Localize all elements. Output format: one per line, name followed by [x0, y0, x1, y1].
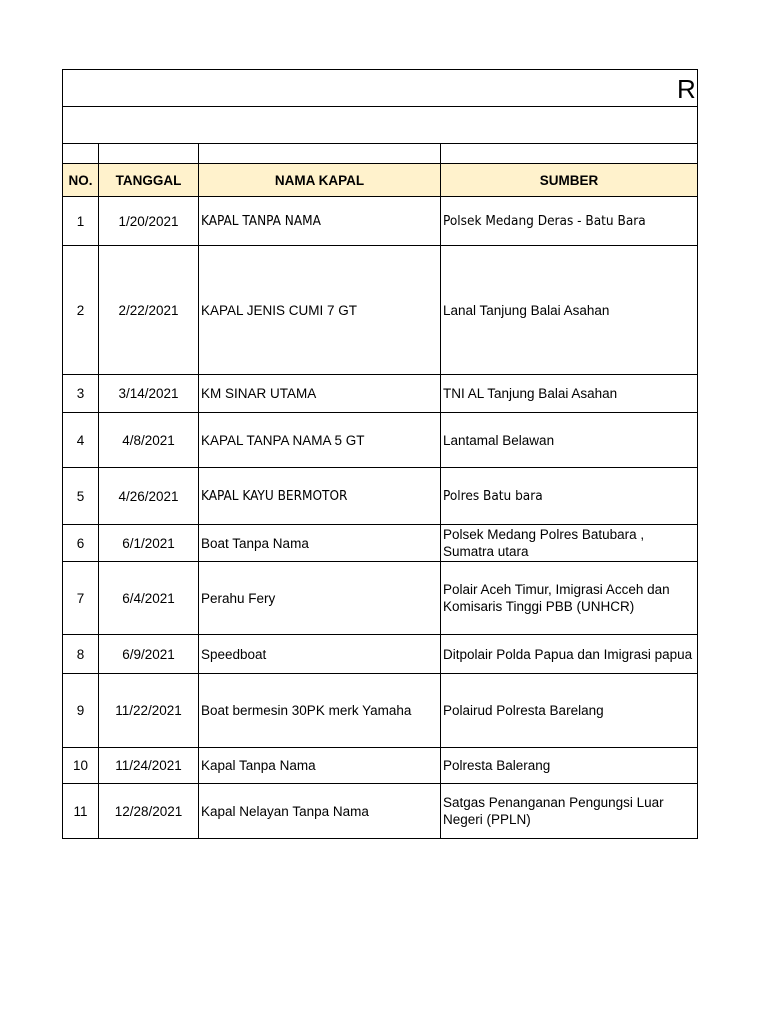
ship-table — [62, 143, 698, 839]
header-date: TANGGAL — [99, 164, 199, 197]
cell-date: 6/9/2021 — [99, 635, 199, 674]
cell-no: 8 — [63, 635, 99, 674]
cell-date: 12/28/2021 — [99, 784, 199, 839]
empty-row — [63, 144, 698, 164]
table-row — [63, 375, 698, 413]
cell-date: 4/8/2021 — [99, 413, 199, 468]
cell-ship-name: KM SINAR UTAMA — [199, 375, 441, 413]
cell-date: 11/22/2021 — [99, 674, 199, 748]
page-title: R — [677, 74, 696, 104]
cell-ship-name: KAPAL KAYU BERMOTOR — [199, 468, 441, 525]
cell-source: Polsek Medang Deras - Batu Bara — [441, 197, 698, 246]
cell-no: 10 — [63, 748, 99, 784]
cell-date: 6/1/2021 — [99, 525, 199, 562]
cell-date: 2/22/2021 — [99, 246, 199, 375]
cell-source: Polair Aceh Timur, Imigrasi Acceh dan Komisaris Tinggi PBB (UNHCR) — [441, 562, 698, 635]
cell-no: 7 — [63, 562, 99, 635]
cell-no: 5 — [63, 468, 99, 525]
table-row — [63, 413, 698, 468]
cell-source: Polairud Polresta Barelang — [441, 674, 698, 748]
cell-source: Polresta Balerang — [441, 748, 698, 784]
header-no: NO. — [63, 164, 99, 197]
empty-cell — [63, 144, 99, 164]
cell-source: Ditpolair Polda Papua dan Imigrasi papua — [441, 635, 698, 674]
cell-date: 1/20/2021 — [99, 197, 199, 246]
table-row — [63, 468, 698, 525]
header-ship-name: NAMA KAPAL — [199, 164, 441, 197]
cell-ship-name: Boat Tanpa Nama — [199, 525, 441, 562]
cell-ship-name: KAPAL TANPA NAMA 5 GT — [199, 413, 441, 468]
cell-date: 6/4/2021 — [99, 562, 199, 635]
cell-source: Polres Batu bara — [441, 468, 698, 525]
cell-date: 4/26/2021 — [99, 468, 199, 525]
table-row — [63, 635, 698, 674]
title-cell — [62, 69, 698, 107]
empty-cell — [99, 144, 199, 164]
cell-ship-name: Perahu Fery — [199, 562, 441, 635]
spreadsheet-page — [62, 69, 698, 843]
empty-cell — [199, 144, 441, 164]
cell-no: 2 — [63, 246, 99, 375]
cell-no: 4 — [63, 413, 99, 468]
cell-no: 11 — [63, 784, 99, 839]
table-row — [63, 246, 698, 375]
cell-ship-name: Kapal Tanpa Nama — [199, 748, 441, 784]
cell-ship-name: KAPAL JENIS CUMI 7 GT — [199, 246, 441, 375]
table-row — [63, 197, 698, 246]
subtitle-cell — [62, 106, 698, 144]
cell-ship-name: KAPAL TANPA NAMA — [199, 197, 441, 246]
cell-no: 1 — [63, 197, 99, 246]
table-header-row — [63, 164, 698, 197]
table-row — [63, 674, 698, 748]
cell-source: Lanal Tanjung Balai Asahan — [441, 246, 698, 375]
header-source: SUMBER — [441, 164, 698, 197]
cell-source: Satgas Penanganan Pengungsi Luar Negeri (PPLN) — [441, 784, 698, 839]
cell-source: TNI AL Tanjung Balai Asahan — [441, 375, 698, 413]
table-row — [63, 562, 698, 635]
cell-source: Lantamal Belawan — [441, 413, 698, 468]
cell-source: Polsek Medang Polres Batubara , Sumatra utara — [441, 525, 698, 562]
table-row — [63, 748, 698, 784]
table-row — [63, 784, 698, 839]
cell-date: 3/14/2021 — [99, 375, 199, 413]
cell-no: 6 — [63, 525, 99, 562]
cell-no: 3 — [63, 375, 99, 413]
cell-ship-name: Boat bermesin 30PK merk Yamaha — [199, 674, 441, 748]
table-row — [63, 525, 698, 562]
empty-cell — [441, 144, 698, 164]
cell-date: 11/24/2021 — [99, 748, 199, 784]
cell-ship-name: Speedboat — [199, 635, 441, 674]
cell-ship-name: Kapal Nelayan Tanpa Nama — [199, 784, 441, 839]
cell-no: 9 — [63, 674, 99, 748]
